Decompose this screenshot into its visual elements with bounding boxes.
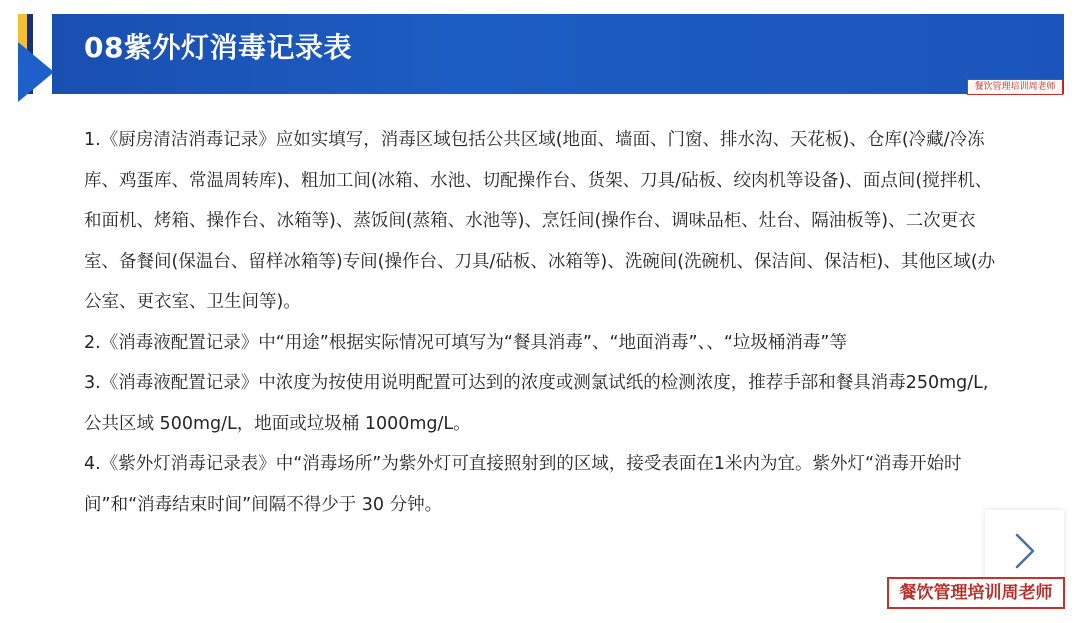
instruction-item-3: 3.《消毒液配置记录》中浓度为按使用说明配置可达到的浓度或测氯试纸的检测浓度，推荐手部和餐具消毒250mg/L,公共区域 500mg/L，地面或垃圾桶 1000mg/L。 — [84, 373, 989, 434]
header-watermark-stamp: 餐饮管理培训周老师 — [967, 79, 1063, 95]
footer-watermark-stamp: 餐饮管理培训周老师 — [887, 577, 1065, 609]
instruction-item-4: 4.《紫外灯消毒记录表》中“消毒场所”为紫外灯可直接照射到的区域，接受表面在1米内为宜。紫外灯“消毒开始时间”和“消毒结束时间”间隔不得少于 30 分钟。 — [84, 454, 962, 515]
page-title: 08紫外灯消毒记录表 — [84, 31, 352, 64]
instructions-body — [84, 120, 1004, 525]
instruction-item-1: 1.《厨房清洁消毒记录》应如实填写，消毒区域包括公共区域(地面、墙面、门窗、排水沟、天花板)、仓库(冷藏/冷冻库、鸡蛋库、常温周转库)、粗加工间(冰箱、水池、切配操作台、货架、刀具/砧板、绞肉机等设备)、面点间(搅拌机、和面机、烤箱、操作台、冰箱等)、蒸饭间(蒸箱、水池等)、烹饪间(操作台、调味品柜、灶台、隔油板等)、二次更衣室、备餐间(保温台、留样冰箱等)专间(操作台、刀具/砧板、冰箱等)、洗碗间(洗碗机、保洁间、保洁柜)、其他区域(办公室、更衣室、卫生间等)。 — [84, 130, 996, 312]
instruction-item-2: 2.《消毒液配置记录》中“用途”根据实际情况可填写为“餐具消毒”、“地面消毒”、、“垃圾桶消毒”等 — [84, 332, 847, 353]
chevron-right-icon — [1013, 531, 1037, 571]
banner-arrow-icon — [18, 42, 54, 102]
